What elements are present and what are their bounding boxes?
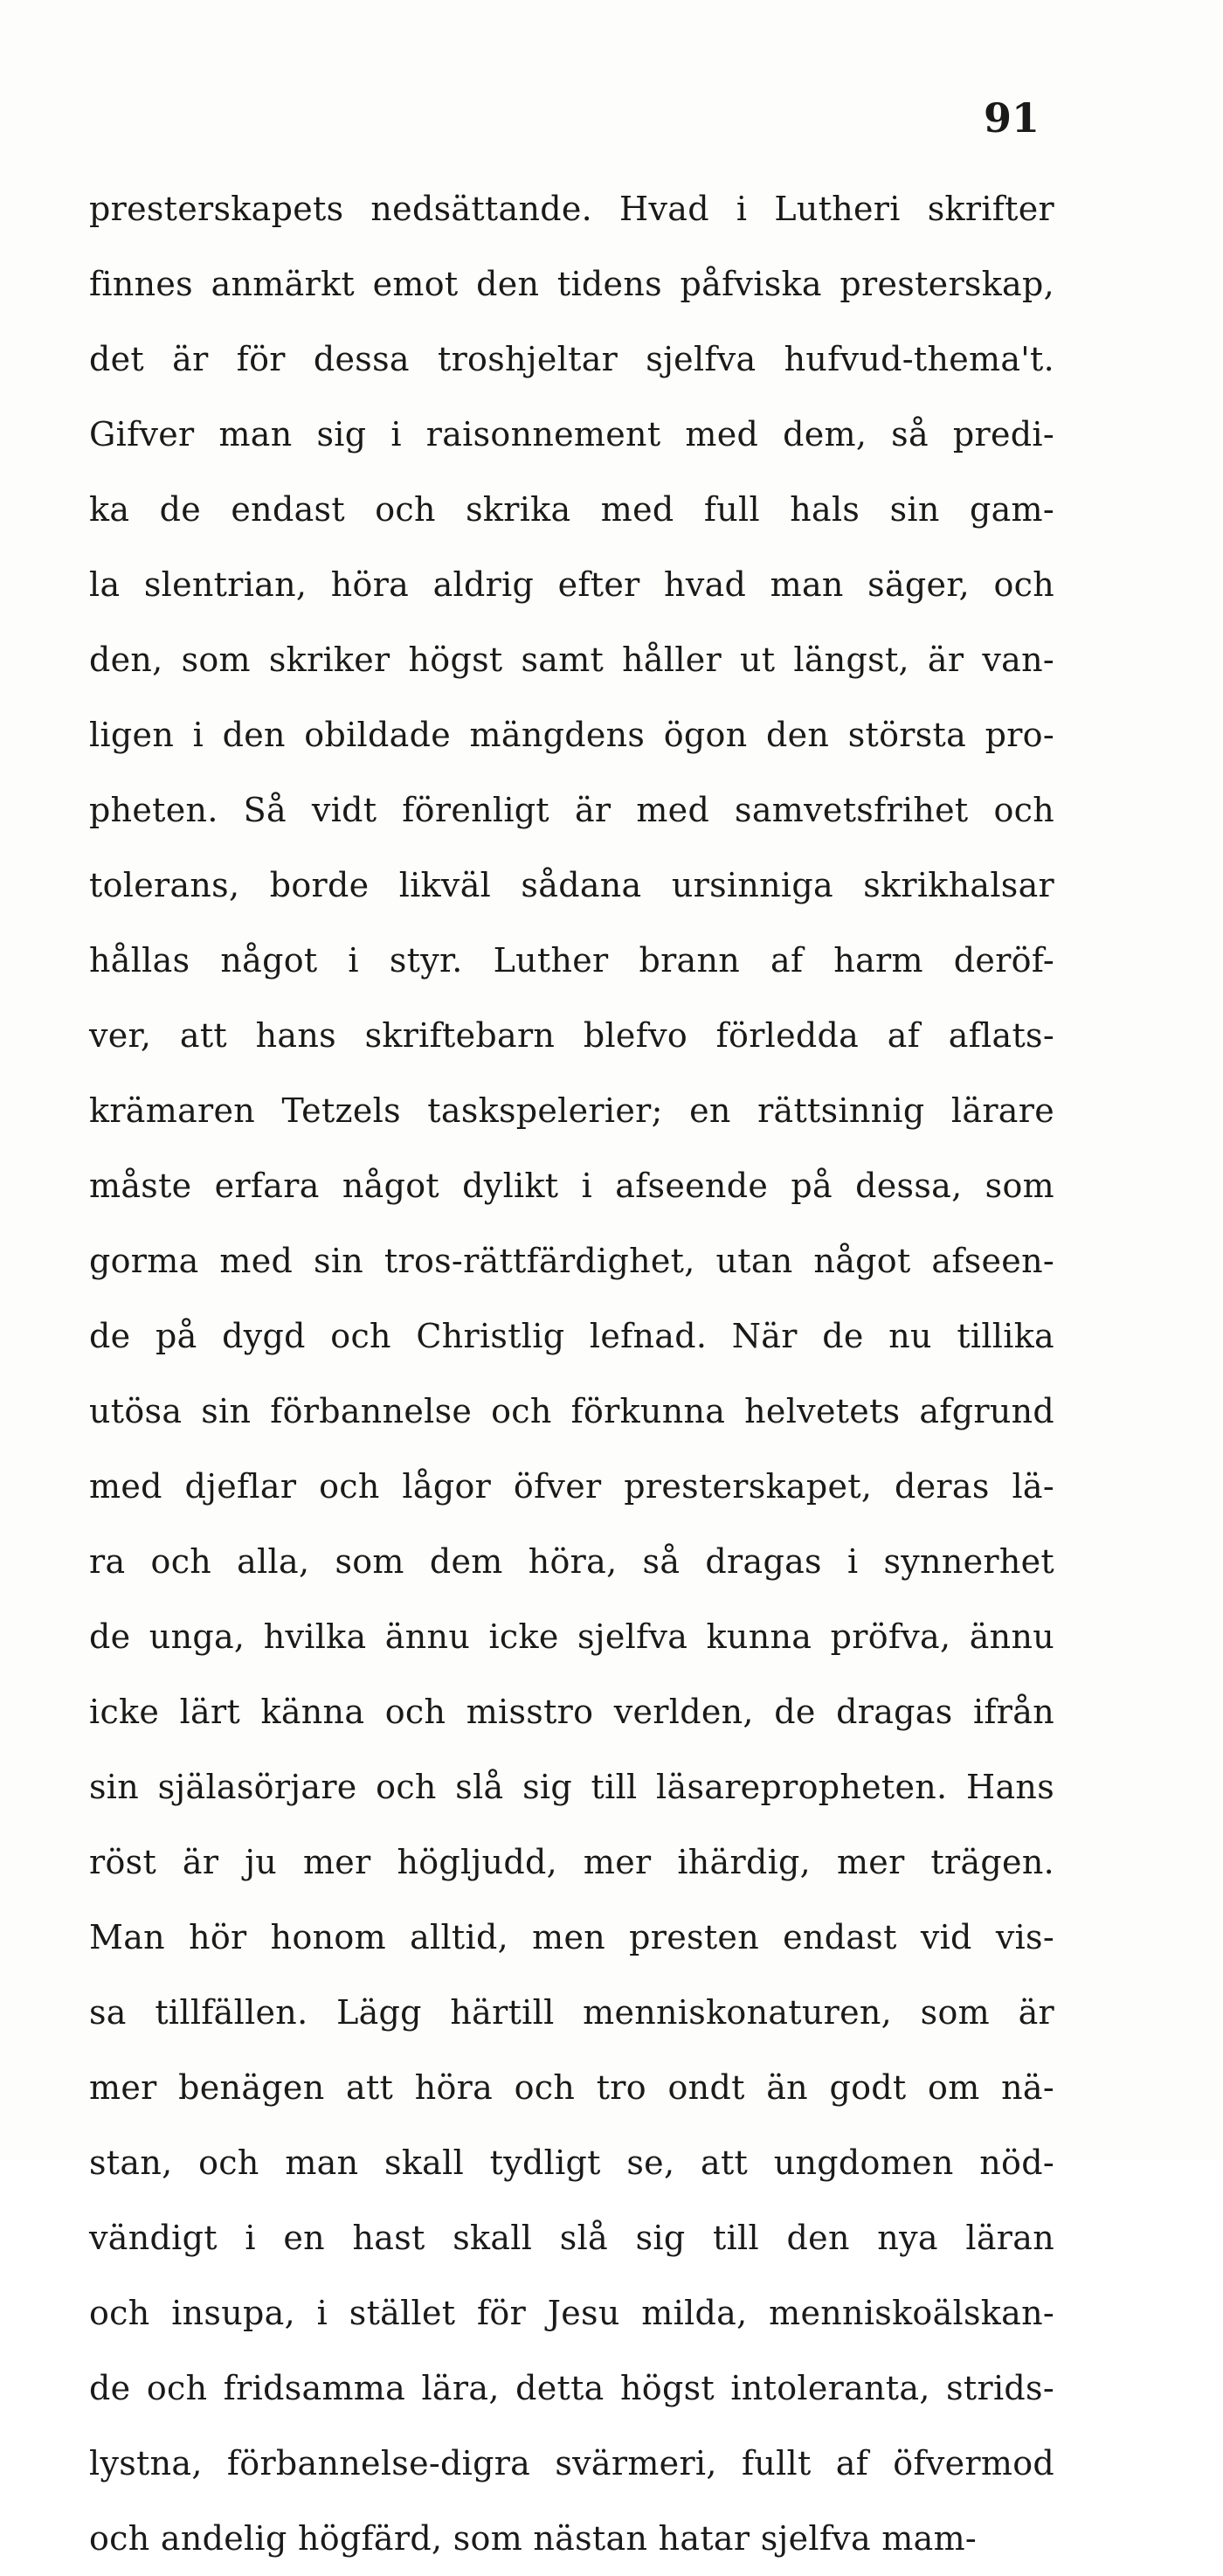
text-line: utösa sin förbannelse och förkunna helvetets afgrund [89,1392,1054,1430]
text-line: måste erfara något dylikt i afseende på dessa, som [89,1167,1054,1205]
text-line: de och fridsamma lära, detta högst intoleranta, strids- [89,2369,1054,2407]
text-line: och insupa, i stället för Jesu milda, menniskoälskan- [89,2294,1054,2332]
text-line: de unga, hvilka ännu icke sjelfva kunna pröfva, ännu [89,1617,1054,1656]
text-line: icke lärt känna och misstro verlden, de dragas ifrån [89,1693,1054,1731]
text-line: finnes anmärkt emot den tidens påfviska presterskap, [89,265,1054,303]
text-line: hållas något i styr. Luther brann af harm deröf- [89,941,1054,980]
text-line: ver, att hans skriftebarn blefvo förledda af aflats- [89,1016,1054,1055]
text-line: krämaren Tetzels taskspelerier; en rättsinnig lärare [89,1091,1054,1130]
text-line: Gifver man sig i raisonnement med dem, så predi- [89,415,1054,454]
text-line: och andelig högfärd, som nästan hatar sjelfva mam- [89,2519,978,2558]
text-line: lystna, förbannelse-digra svärmeri, fullt af öfvermod [89,2444,1054,2483]
text-line: gorma med sin tros-rättfärdighet, utan något afseen- [89,1242,1054,1280]
text-line: la slentrian, höra aldrig efter hvad man säger, och [89,565,1054,604]
text-line: ligen i den obildade mängdens ögon den största pro- [89,716,1054,754]
text-line: pheten. Så vidt förenligt är med samvetsfrihet och [89,791,1054,829]
text-line: mer benägen att höra och tro ondt än godt om nä- [89,2068,1054,2107]
text-line: det är för dessa troshjeltar sjelfva hufvud-thema't. [89,340,1054,378]
text-line: stan, och man skall tydligt se, att ungdomen nöd- [89,2143,1054,2182]
page-number: 91 [983,94,1040,142]
text-line: ka de endast och skrika med full hals sin gam- [89,490,1054,529]
text-line: tolerans, borde likväl sådana ursinniga skrikhalsar [89,866,1054,904]
text-line: presterskapets nedsättande. Hvad i Lutheri skrifter [89,190,1054,228]
text-line: ra och alla, som dem höra, så dragas i synnerhet [89,1542,1054,1581]
text-line: med djeflar och lågor öfver presterskapet, deras lä- [89,1467,1054,1506]
text-line: den, som skriker högst samt håller ut längst, är van- [89,641,1054,679]
text-line: de på dygd och Christlig lefnad. När de nu tillika [89,1317,1054,1355]
text-line: röst är ju mer högljudd, mer ihärdig, mer trägen. [89,1843,1054,1881]
text-line: vändigt i en hast skall slå sig till den nya läran [89,2219,1054,2257]
text-line: sa tillfällen. Lägg härtill menniskonaturen, som är [89,1993,1054,2032]
body-text [89,171,1054,2576]
text-line: sin själasörjare och slå sig till läsarepropheten. Hans [89,1768,1054,1806]
text-line: Man hör honom alltid, men presten endast vid vis- [89,1918,1054,1956]
